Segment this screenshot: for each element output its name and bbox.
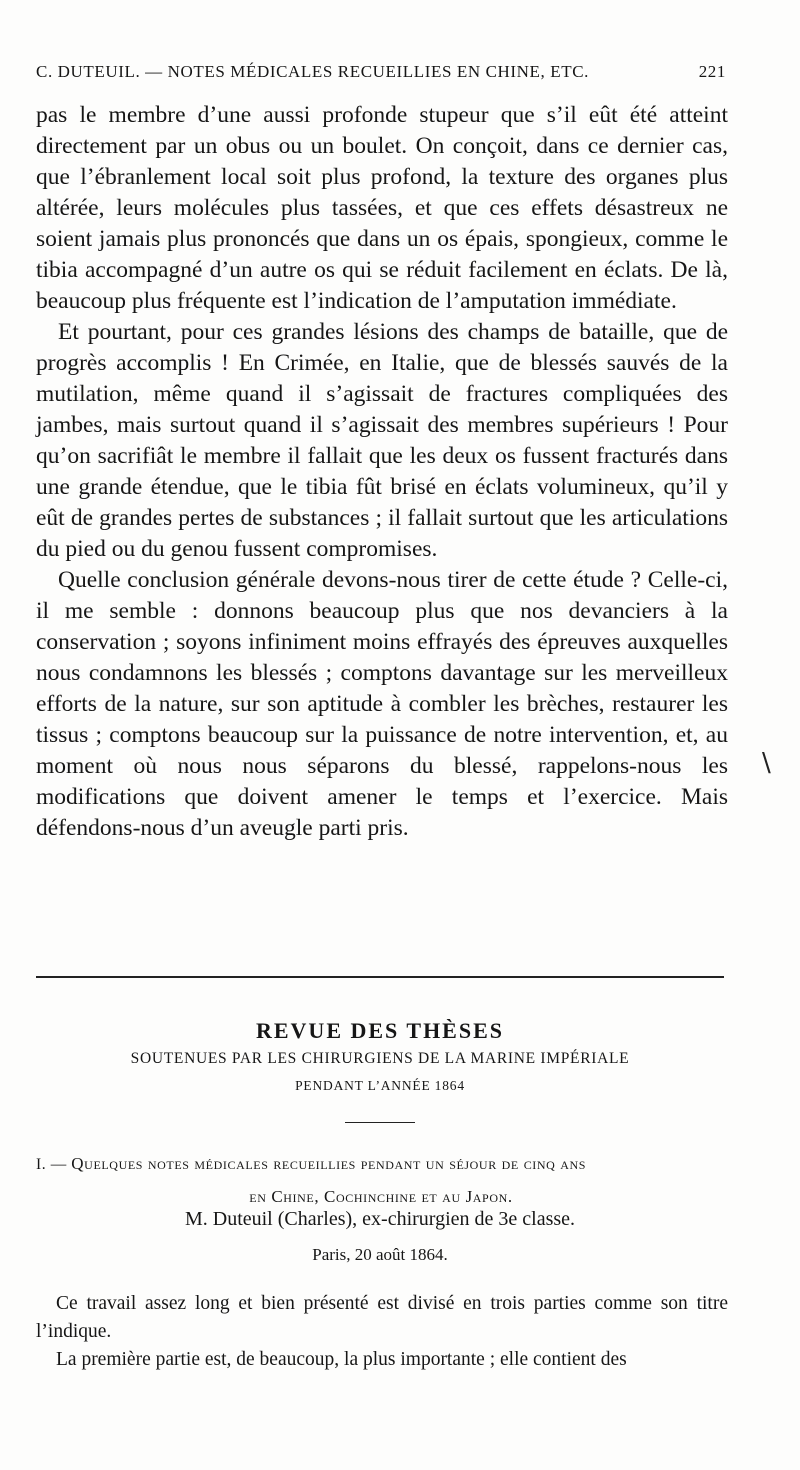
thesis-entry-title xyxy=(36,1148,726,1213)
page-number: 221 xyxy=(698,62,726,81)
entry-date: Paris, 20 août 1864. xyxy=(312,1245,448,1264)
entry-title-line2: en Chine, Cochinchine et au Japon. xyxy=(249,1187,513,1206)
section-title: REVUE DES THÈSES xyxy=(255,1018,504,1043)
entry-title-line1: Quelques notes médicales recueillies pendant un séjour de cinq ans xyxy=(71,1154,587,1173)
margin-mark: \ xyxy=(762,748,771,778)
review-text xyxy=(36,1290,728,1374)
entry-number: I. — xyxy=(36,1156,67,1173)
running-title: C. DUTEUIL. — NOTES MÉDICALES RECUEILLIES EN CHINE, ETC. xyxy=(36,62,589,81)
entry-author: M. Duteuil (Charles), ex-chirurgien de 3e classe. xyxy=(184,1208,576,1230)
body-paragraph: Et pourtant, pour ces grandes lésions des champs de bataille, que de progrès accomplis ! En Crimée, en Italie, que de blessés sauvés de la mutilation, même quand il s’agissait de fractures compliquées des jambes, mais surtout quand il s’agissait des membres supérieurs ! Pour qu’on sacrifiât le membre il fallait que les deux os fussent fracturés dans une grande étendue, que le tibia fût brisé en éclats volumineux, qu’il y eût de grandes pertes de substances ; il fallait surtout que les articulations du pied ou du genou fussent compromises. xyxy=(36,319,728,562)
section-subtitle-year: PENDANT L’ANNÉE 1864 xyxy=(295,1078,465,1093)
review-paragraph: La première partie est, de beaucoup, la plus importante ; elle contient des xyxy=(56,1349,627,1370)
short-divider xyxy=(345,1122,415,1123)
section-divider xyxy=(36,976,724,978)
body-paragraph: Quelle conclusion générale devons-nous tirer de cette étude ? Celle-ci, il me semble : donnons beaucoup plus que nos devanciers à la conservation ; soyons infiniment moins effrayés des épreuves auxquelles nous condamnons les blessés ; comptons davantage sur les merveilleux efforts de la nature, sur son aptitude à combler les brèches, restaurer les tissus ; comptons beaucoup sur la puissance de notre intervention, et, au moment où nous nous séparons du blessé, rappelons-nous les modifications que doivent amener le temps et l’exercice. Mais défendons-nous d’un aveugle parti pris. xyxy=(36,567,728,841)
section-subtitle: SOUTENUES PAR LES CHIRURGIENS DE LA MARINE IMPÉRIALE xyxy=(130,1050,630,1067)
running-header xyxy=(36,62,726,82)
body-paragraph: pas le membre d’une aussi profonde stupeur que s’il eût été atteint directement par un obus ou un boulet. On conçoit, dans ce dernier cas, que l’ébranlement local soit plus profond, la texture des organes plus altérée, leurs molécules plus tassées, et que ces effets désastreux ne soient jamais plus prononcés que dans un os épais, spongieux, comme le tibia accompagné d’un autre os qui se réduit facilement en éclats. De là, beaucoup plus fréquente est l’indication de l’amputation immédiate. xyxy=(36,102,728,314)
body-text xyxy=(36,100,728,844)
review-paragraph: Ce travail assez long et bien présenté est divisé en trois parties comme son titre l’indique. xyxy=(36,1293,728,1342)
